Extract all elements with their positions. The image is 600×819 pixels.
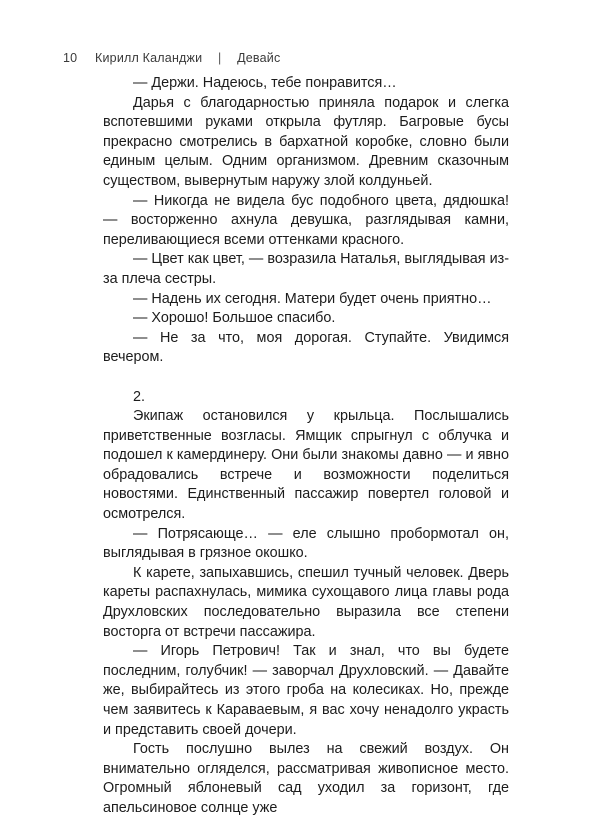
section-gap [103, 368, 509, 388]
paragraph: — Игорь Петрович! Так и знал, что вы будете последним, голубчик! — заворчал Друхловский. — Давайте же, выбирайтесь из этого гроба на колесиках. Но, прежде чем заявитесь к Караваевым, я вас хочу ненадолго украсть и представить своей дочери. [103, 643, 509, 738]
paragraph: — Не за что, моя дорогая. Ступайте. Увидимся вечером. [103, 329, 509, 366]
page-body [103, 74, 509, 819]
paragraph: Экипаж остановился у крыльца. Послышались приветственные возгласы. Ямщик спрыгнул с облучка и подошел к камердинеру. Они были знакомы давно — и явно обрадовались встрече и возможности поделиться новостями. Единственный пассажир повертел головой и осмотрелся. [103, 408, 509, 523]
header-separator: | [217, 51, 222, 65]
paragraph: — Никогда не видела бус подобного цвета, дядюшка! — восторженно ахнула девушка, разглядывая камни, переливающиеся всеми оттенками красного. [103, 192, 509, 248]
running-header [63, 51, 280, 65]
section-number: 2. [133, 388, 146, 405]
paragraph: — Держи. Надеюсь, тебе понравится… [133, 75, 397, 91]
book-title: Девайс [237, 51, 281, 65]
paragraph: — Хорошо! Большое спасибо. [133, 310, 336, 327]
paragraph: — Надень их сегодня. Матери будет очень приятно… [133, 290, 492, 307]
paragraph: — Цвет как цвет, — возразила Наталья, выглядывая из-за плеча сестры. [103, 251, 509, 287]
paragraph: К карете, запыхавшись, спешил тучный человек. Дверь кареты распахнулась, мимика сухощавого лица главы рода Друхловских последовательно выразила все степени восторга от встречи пассажира. [103, 564, 509, 640]
paragraph: — Потрясающе… — еле слышно пробормотал он, выглядывая в грязное окошко. [103, 525, 509, 562]
paragraph: Дарья с благодарностью приняла подарок и слегка вспотевшими руками открыла футляр. Багровые бусы прекрасно смотрелись в бархатной коробке, словно были единым целым. Одним организмом. Древним сказочным существом, вывернутым наружу злой колдуньей. [103, 94, 509, 189]
page-number: 10 [63, 51, 78, 65]
paragraph: Гость послушно вылез на свежий воздух. Он внимательно огляделся, рассматривая живописное место. Огромный яблоневый сад уходил за горизонт, где апельсиновое солнце уже [103, 741, 509, 816]
author-name: Кирилл Каланджи [95, 51, 203, 65]
